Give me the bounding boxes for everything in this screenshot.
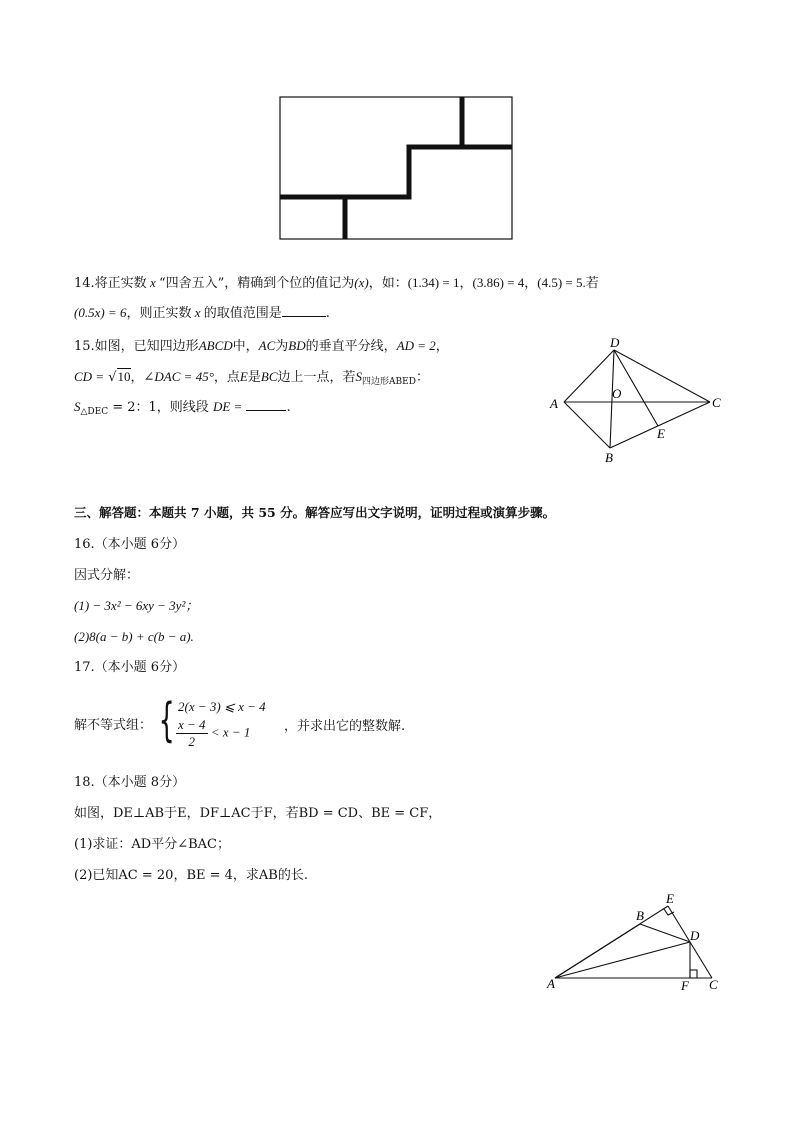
section-3-heading: 三、解答题：本题共 7 小题，共 55 分。解答应写出文字说明，证明过程或演算步骤。: [74, 505, 556, 520]
label-E2: E: [666, 891, 674, 906]
fraction: $\frac{x - 4}{2}$: [178, 717, 206, 749]
staircase-path: [280, 147, 512, 197]
label-F2: F: [681, 978, 689, 993]
q17-inequality-2: $\frac{x - 4}{2}$ < x − 1: [178, 717, 251, 749]
q18-title: 18.（本小题 8分）: [74, 775, 186, 790]
q16-title: 16.（本小题 6分）: [74, 537, 186, 552]
label-B: B: [605, 450, 613, 465]
q17-title: 17.（本小题 6分）: [74, 660, 186, 675]
q15-line1: 15.如图，已知四边形ABCD中，AC为BD的垂直平分线，AD = 2，: [74, 338, 449, 354]
label-A2: A: [547, 976, 555, 991]
triangle-figure: [540, 890, 730, 1000]
label-C2: C: [709, 977, 718, 992]
left-brace: {: [158, 693, 175, 747]
q17-tail: ，并求出它的整数解.: [284, 719, 406, 734]
label-B2: B: [636, 908, 644, 923]
q17-inequality-1: 2(x − 3) ⩽ x − 4: [178, 699, 266, 714]
q16-part2: (2)8(a − b) + c(b − a).: [74, 629, 194, 644]
q18-given: 如图，DE⊥AB于E，DF⊥AC于F，若BD = CD、BE = CF，: [74, 806, 442, 821]
q18-part1: (1)求证：AD平分∠BAC；: [74, 837, 231, 852]
label-D2: D: [690, 928, 700, 943]
kite-figure: [540, 336, 730, 468]
q14-line1: 14.将正实数 x “四舍五入”，精确到个位的值记为(x)，如：(1.34) = 1，(3.86) = 4，(4.5) = 5.若: [74, 275, 599, 291]
label-D: D: [610, 336, 620, 350]
q18-part2: (2)已知AC = 20，BE = 4，求AB的长.: [74, 868, 308, 883]
q16-part1: (1) − 3x² − 6xy − 3y²；: [74, 598, 199, 613]
label-E: E: [657, 426, 665, 441]
q17-intro: 解不等式组：: [74, 718, 153, 733]
q14-line2: (0.5x) = 6，则正实数 x 的取值范围是 .: [74, 305, 330, 321]
q15-line3: $S_{\triangle DEC} = 2$：1，则线段 DE = .: [74, 399, 291, 417]
figure-border: [280, 97, 512, 239]
q16-intro: 因式分解：: [74, 568, 140, 583]
label-C: C: [712, 395, 721, 410]
label-A: A: [550, 396, 558, 411]
answer-blank[interactable]: [246, 398, 286, 411]
staircase-figure: [276, 92, 516, 244]
q15-line2: CD = √10，∠DAC = 45°，点E是BC边上一点，若$S_{四边形ABED}$：: [74, 369, 429, 387]
label-O: O: [612, 386, 622, 401]
answer-blank[interactable]: [282, 304, 326, 317]
